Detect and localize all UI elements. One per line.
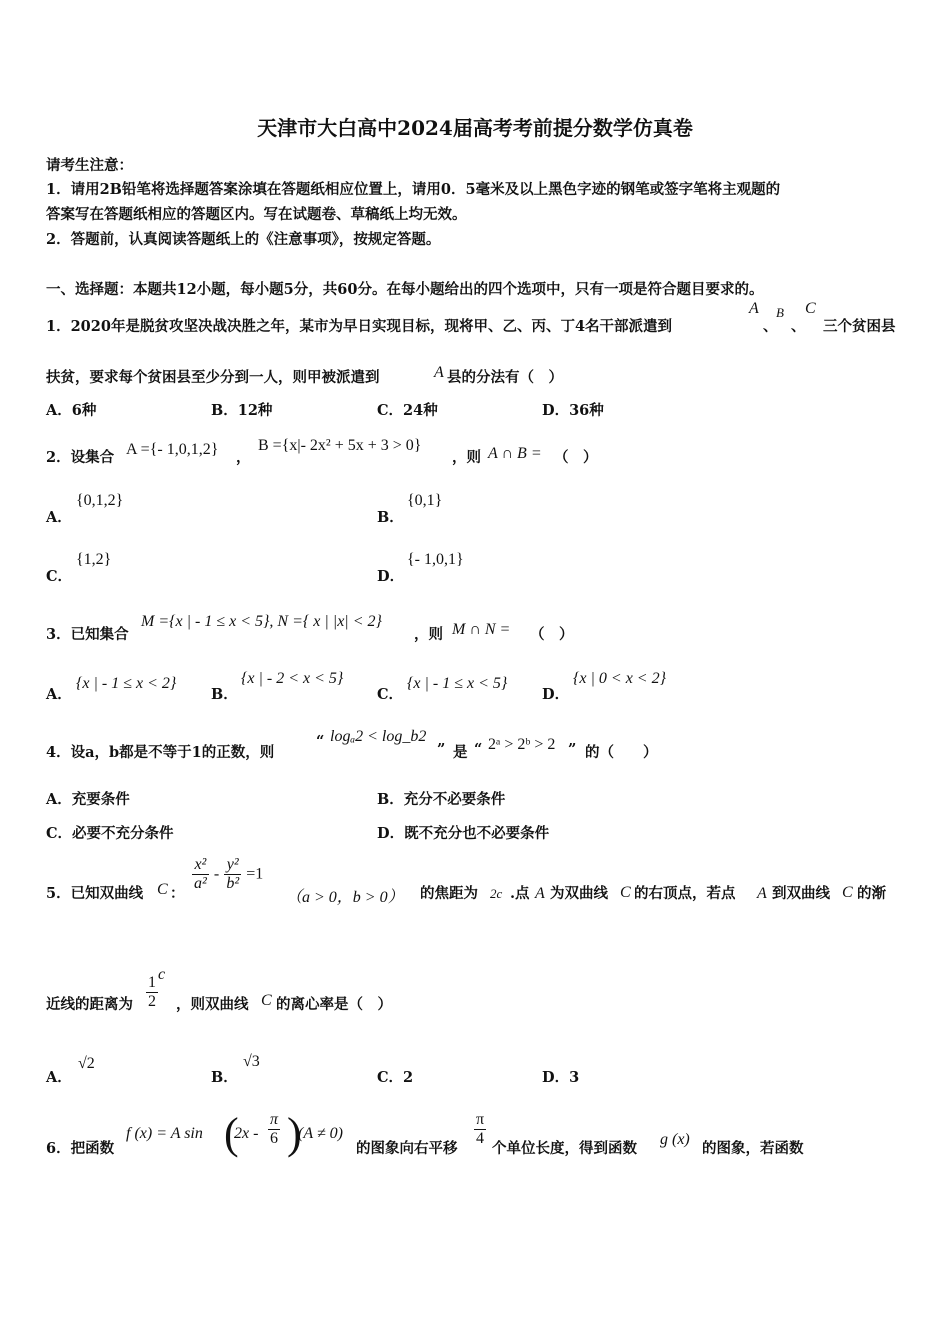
q4-lq-1: “	[316, 733, 325, 750]
q4-option-d: D．既不充分也不必要条件	[377, 825, 550, 842]
q2-set-b: B ={x|- 2x² + 5x + 3 > 0}	[258, 437, 422, 454]
q5-point-A-1: A	[535, 885, 545, 902]
q6-four: 4	[476, 1129, 485, 1147]
q6-pi-over-six	[268, 1111, 280, 1147]
q5-option-b: √3	[243, 1053, 260, 1070]
q1-option-a: A．6种	[46, 402, 97, 419]
q2-option-c-label: C．	[46, 568, 73, 585]
q1-option-c: C．24种	[377, 402, 438, 419]
q4-cond1: logₐ2 < log_b2	[330, 728, 427, 745]
q1-option-d: D．36种	[542, 402, 604, 419]
q3-option-d: {x | 0 < x < 2}	[573, 670, 666, 687]
q5-c-var: c	[158, 966, 166, 983]
q5-text-6: 的渐	[857, 885, 886, 902]
q5-x-squared: x²	[192, 856, 209, 875]
q6-left-paren: (	[224, 1109, 239, 1158]
q4-cond2: 2ᵃ > 2ᵇ > 2	[488, 736, 556, 753]
q2-option-c: {1,2}	[76, 551, 112, 568]
q2-label: 2．设集合	[46, 449, 115, 466]
q4-label: 4．设a，b都是不等于1的正数，则	[46, 744, 275, 761]
q5-condition: （a > 0，b > 0）	[286, 889, 404, 906]
q6-fx: f (x) = A sin	[126, 1125, 203, 1142]
q1-text-part2: 三个贫困县	[823, 318, 896, 335]
q3-option-d-label: D．	[542, 686, 570, 703]
q5-a-squared: a²	[194, 874, 207, 892]
q5-option-d: D．3	[542, 1069, 580, 1086]
q5-b-squared: b²	[226, 874, 240, 892]
q1-county-B: B	[776, 305, 784, 320]
q4-end: 的（ ）	[585, 744, 658, 761]
q2-option-d: {- 1,0,1}	[407, 551, 464, 568]
q3-option-b-label: B．	[211, 686, 238, 703]
q5-y-squared: y²	[224, 856, 241, 875]
q5-line2-b: ，则双曲线	[176, 996, 249, 1013]
q5-half-c	[146, 966, 165, 1011]
q5-text-2: .点	[510, 885, 530, 902]
q6-pi-2: π	[476, 1111, 485, 1128]
q2-option-a: {0,1,2}	[76, 492, 124, 509]
q5-line2-c: 的离心率是（ ）	[276, 996, 392, 1013]
q1-county-C: C	[805, 300, 816, 317]
q5-focal: 2c	[490, 886, 503, 901]
q2-paren: （ ）	[554, 449, 598, 466]
q2-set-a: A ={- 1,0,1,2}	[126, 441, 219, 458]
q5-label: 5．已知双曲线	[46, 885, 144, 902]
notice-heading: 请考生注意：	[46, 157, 133, 174]
q1-line2-b: 县的分法有（ ）	[447, 369, 563, 386]
q6-inner: 2x -	[234, 1125, 259, 1142]
q4-mid: 是	[453, 744, 468, 761]
q4-rq-1: ”	[437, 741, 446, 758]
q2-option-b-label: B．	[377, 509, 404, 526]
q5-minus: -	[213, 865, 220, 883]
q3-option-c-label: C．	[377, 686, 404, 703]
q5-hyperbola-equation	[192, 856, 263, 892]
q5-text-1: 的焦距为	[420, 885, 478, 902]
q5-curve-C: C	[157, 881, 168, 898]
q6-right-paren: )	[287, 1109, 302, 1158]
q5-option-b-label: B．	[211, 1069, 238, 1086]
q5-equals-one: =1	[246, 865, 264, 883]
q3-option-b: {x | - 2 < x < 5}	[241, 670, 344, 687]
q4-rq-2: ”	[568, 741, 577, 758]
q5-colon: ：	[170, 885, 185, 902]
notice-line3: 2．答题前，认真阅读答题纸上的《注意事项》，按规定答题。	[46, 231, 441, 248]
q6-text-1: 的图象向右平移	[356, 1140, 458, 1157]
q5-option-a-label: A．	[46, 1069, 72, 1086]
q6-text-3: 的图象，若函数	[702, 1140, 804, 1157]
page-title: 天津市大白高中2024届高考考前提分数学仿真卷	[257, 116, 693, 140]
q1-text-part1: 1．2020年是脱贫攻坚决战决胜之年，某市为早日实现目标，现将甲、乙、丙、丁4名干部派遣到	[46, 318, 673, 335]
q3-label: 3．已知集合	[46, 626, 129, 643]
q6-six: 6	[270, 1129, 278, 1147]
notice-line1: 1．请用2B铅笔将选择题答案涂填在答题纸相应位置上，请用0．5毫米及以上黑色字迹的钢笔或签字笔将主观题的	[46, 181, 781, 198]
q3-option-a: {x | - 1 ≤ x < 2}	[76, 675, 177, 692]
q5-option-c: C．2	[377, 1069, 414, 1086]
q3-option-a-label: A．	[46, 686, 72, 703]
q5-curve-C-4: C	[261, 992, 272, 1009]
q4-lq-2: “	[474, 741, 483, 758]
q5-text-3: 为双曲线	[550, 885, 608, 902]
q2-expr: A ∩ B =	[488, 445, 542, 462]
q2-option-b: {0,1}	[407, 492, 443, 509]
q6-condition: (A ≠ 0)	[298, 1125, 343, 1142]
q1-option-b: B．12种	[211, 402, 273, 419]
q3-option-c: {x | - 1 ≤ x < 5}	[407, 675, 508, 692]
q1-county-A: A	[749, 300, 759, 317]
q4-option-a: A．充要条件	[46, 791, 130, 808]
q5-curve-C-2: C	[620, 884, 631, 901]
section-heading: 一、选择题：本题共12小题，每小题5分，共60分。在每小题给出的四个选项中，只有一项是符合题目要求的。	[46, 281, 764, 298]
q6-label: 6．把函数	[46, 1140, 115, 1157]
q3-sets: M ={x | - 1 ≤ x < 5}, N ={ x | |x| < 2}	[141, 613, 382, 630]
q3-expr: M ∩ N =	[452, 621, 511, 638]
q5-text-4: 的右顶点，若点	[634, 885, 736, 902]
q1-sep-1: 、	[763, 318, 778, 335]
q5-curve-C-3: C	[842, 884, 853, 901]
q4-option-c: C．必要不充分条件	[46, 825, 174, 842]
notice-line2: 答案写在答题纸相应的答题区内。写在试题卷、草稿纸上均无效。	[46, 206, 467, 223]
q1-line2-var: A	[434, 364, 444, 381]
q6-gx: g (x)	[660, 1131, 690, 1148]
q5-text-5: 到双曲线	[772, 885, 830, 902]
q5-half-den: 2	[148, 993, 156, 1010]
q2-option-d-label: D．	[377, 568, 405, 585]
q5-half-num: 1	[148, 974, 156, 992]
q5-option-a: √2	[78, 1055, 95, 1072]
q3-paren: （ ）	[530, 626, 574, 643]
q1-line2-a: 扶贫，要求每个贫困县至少分到一人，则甲被派遣到	[46, 369, 380, 386]
q2-option-a-label: A．	[46, 509, 72, 526]
q6-pi: π	[270, 1111, 279, 1128]
q5-line2-a: 近线的距离为	[46, 996, 133, 1013]
q6-pi-over-four	[474, 1111, 486, 1147]
q4-option-b: B．充分不必要条件	[377, 791, 506, 808]
q5-point-A-2: A	[757, 885, 767, 902]
q6-text-2: 个单位长度，得到函数	[492, 1140, 637, 1157]
q1-sep-2: 、	[791, 318, 806, 335]
q2-comma: ，	[236, 449, 251, 466]
q2-then: ，则	[452, 449, 481, 466]
q3-then: ，则	[414, 626, 443, 643]
